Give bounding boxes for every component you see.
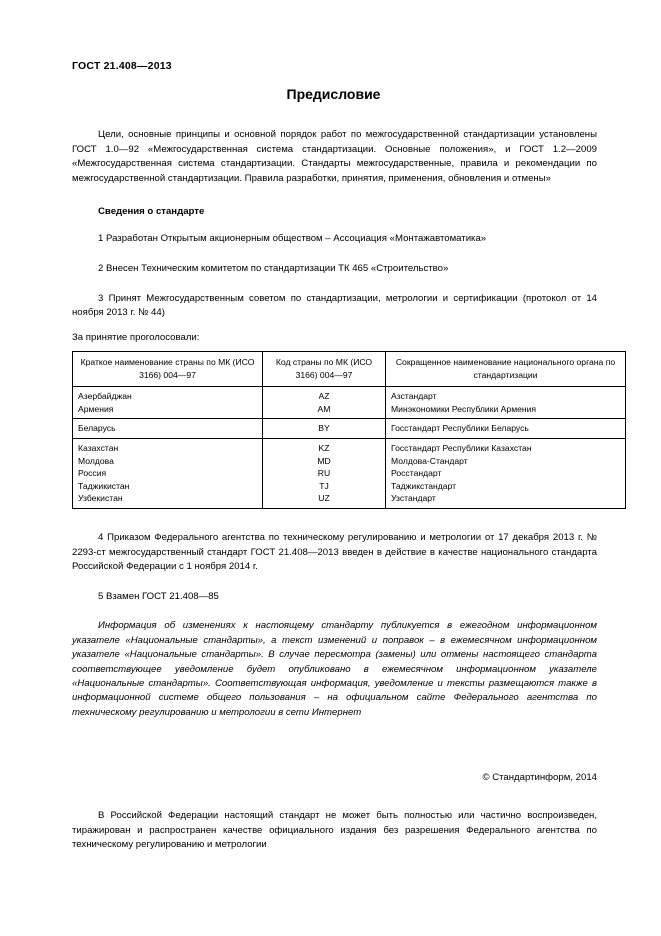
table-cell-code: TJ <box>319 480 329 491</box>
table-cell-country-group <box>73 419 263 439</box>
table-cell-code: MD <box>317 455 331 466</box>
table-header-code: Код страны по МК (ИСО 3166) 004—97 <box>263 352 386 387</box>
table-row <box>73 419 626 439</box>
table-cell-country: Казахстан <box>78 442 119 453</box>
table-cell-code: AM <box>317 403 331 414</box>
table-cell-code-group <box>263 438 386 508</box>
table-cell-body: Таджикстандарт <box>391 480 457 491</box>
table-cell-country: Таджикистан <box>78 480 130 491</box>
table-row <box>73 438 626 508</box>
table-cell-code: UZ <box>318 493 330 504</box>
table-cell-body: Минэкономики Республики Армения <box>391 403 537 414</box>
table-cell-body-group <box>386 438 626 508</box>
table-row <box>73 387 626 419</box>
table-cell-body: Азстандарт <box>391 391 437 402</box>
list-item-4: 4 Приказом Федерального агентства по техническому регулированию и метрологии от 17 декабря 2013 г. № 2293-ст межгосударственный стандарт ГОСТ 21.408—2013 введен в действие в качестве национального стандарта Российской Федерации с 1 ноября 2014 г. <box>72 531 597 573</box>
table-cell-body-group <box>386 419 626 439</box>
copyright-line: © Стандартинформ, 2014 <box>482 772 597 784</box>
section-heading: Сведения о стандарте <box>98 206 205 218</box>
table-cell-body: Госстандарт Республики Казахстан <box>391 442 532 453</box>
countries-table <box>72 351 626 509</box>
footer-note: В Российской Федерации настоящий стандарт не может быть полностью или частично воспроизведен, тиражирован и распространен качестве официального издания без разрешения Федерального агентства по техническому регулированию и метрологии <box>72 810 597 851</box>
table-header-country: Краткое наименование страны по МК (ИСО 3166) 004—97 <box>73 352 263 387</box>
table-cell-country: Азербайджан <box>78 391 132 402</box>
table-cell-country: Россия <box>78 468 107 479</box>
table-cell-code-group <box>263 419 386 439</box>
table-cell-country-group <box>73 438 263 508</box>
list-item-3: 3 Принят Межгосударственным советом по стандартизации, метрологии и сертификации (протокол от 14 ноября 2013 г. № 44) <box>72 292 597 319</box>
table-cell-country: Беларусь <box>78 423 116 434</box>
table-cell-body: Узстандарт <box>391 493 436 504</box>
table-cell-country: Армения <box>78 403 114 414</box>
change-notice: Информация об изменениях к настоящему стандарту публикуется в ежегодном информационном указателе «Национальные стандарты», а текст изменений и поправок – в ежемесячном информационном указателе «Национальные стандарты». В случае пересмотра (замены) или отмены настоящего стандарта соответствующее уведомление будет опубликовано в ежемесячном информационном указателе «Национальные стандарты». Соответствующая информация, уведомление и тексты размещаются также в информационной системе общего пользования – на официальном сайте Федерального агентства по техническому регулированию и метрологии в сети Интернет <box>72 620 597 718</box>
table-cell-country: Молдова <box>78 455 114 466</box>
page-title: Предисловие <box>286 86 381 102</box>
list-item-2: 2 Внесен Техническим комитетом по стандартизации ТК 465 «Строительство» <box>98 262 449 274</box>
table-cell-code: RU <box>317 468 331 479</box>
table-cell-body: Госстандарт Республики Беларусь <box>391 423 529 434</box>
document-number: ГОСТ 21.408—2013 <box>72 60 172 72</box>
table-header-row <box>73 352 626 387</box>
table-cell-body: Молдова-Стандарт <box>391 455 468 466</box>
table-cell-code-group <box>263 387 386 419</box>
vote-label: За принятие проголосовали: <box>72 331 200 343</box>
table-cell-country-group <box>73 387 263 419</box>
table-cell-country: Узбекистан <box>78 493 123 504</box>
list-item-5: 5 Взамен ГОСТ 21.408—85 <box>98 590 219 602</box>
table-header-body: Сокращенное наименование национального органа по стандартизации <box>386 352 626 387</box>
table-cell-code: BY <box>318 423 330 434</box>
table-cell-code: AZ <box>318 391 330 402</box>
list-item-1: 1 Разработан Открытым акционерным обществом – Ассоциация «Монтажавтоматика» <box>98 233 487 245</box>
table-cell-body: Росстандарт <box>391 468 442 479</box>
table-cell-code: KZ <box>318 442 330 453</box>
table-cell-body-group <box>386 387 626 419</box>
intro-paragraph: Цели, основные принципы и основной порядок работ по межгосударственной стандартизации установлены ГОСТ 1.0—92 «Межгосударственная система стандартизации. Основные положения», и ГОСТ 1.2—2009 «Межгосударственная система стандартизации. Стандарты межгосударственные, правила и рекомендации по межгосударственной стандартизации. Правила разработки, принятия, применения, обновления и отмены» <box>72 129 597 184</box>
